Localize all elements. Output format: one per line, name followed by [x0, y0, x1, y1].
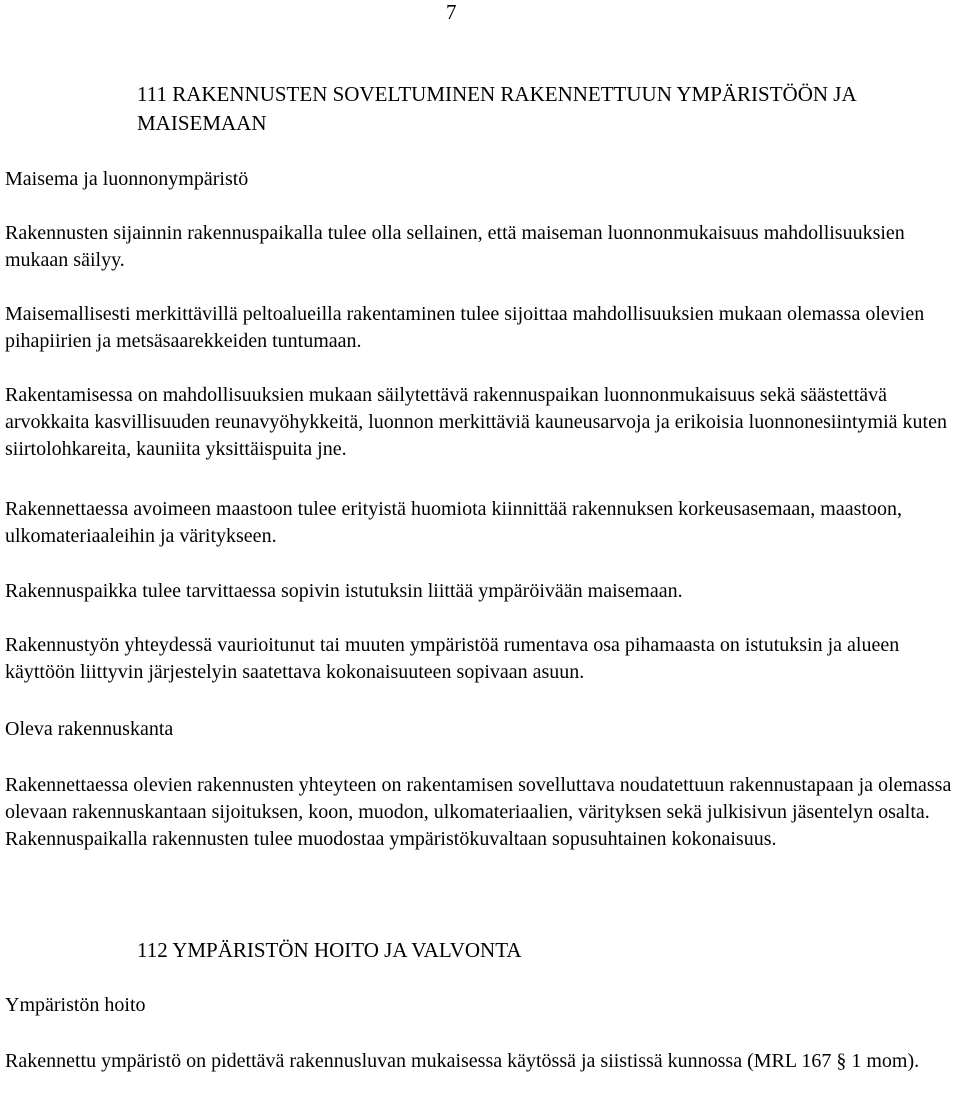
paragraph: Maisemallisesti merkittävillä peltoalueilla rakentaminen tulee sijoittaa mahdollisuuksien mukaan olemassa olevien pihapiirien ja metsäsaarekkeiden tuntumaan. [5, 303, 925, 352]
section-heading-111: 111 RAKENNUSTEN SOVELTUMINEN RAKENNETTUUN YMPÄRISTÖÖN JA MAISEMAAN [137, 82, 856, 135]
subsection-title-care: Ympäristön hoito [5, 994, 146, 1016]
section-heading-112: 112 YMPÄRISTÖN HOITO JA VALVONTA [137, 938, 522, 962]
subsection-title-landscape: Maisema ja luonnonympäristö [5, 168, 249, 190]
subsection-title-existing: Oleva rakennuskanta [5, 718, 174, 740]
paragraph: Rakentamisessa on mahdollisuuksien mukaan säilytettävä rakennuspaikan luonnonmukaisuus sekä säästettävä arvokkaita kasvillisuuden reunavyöhykkeitä, luonnon merkittäviä kauneusarvoja ja erikoisia luonnonesiintymiä kuten siirtolohkareita, kauniita yksittäispuita jne. [5, 384, 947, 460]
paragraph: Rakennettu ympäristö on pidettävä rakennusluvan mukaisessa käytössä ja siistissä kunnossa (MRL 167 § 1 mom). [5, 1050, 920, 1072]
paragraph: Rakennettaessa avoimeen maastoon tulee erityistä huomiota kiinnittää rakennuksen korkeusasemaan, maastoon, ulkomateriaaleihin ja väritykseen. [5, 498, 902, 547]
paragraph: Rakennettaessa olevien rakennusten yhteyteen on rakentamisen sovelluttava noudatettuun rakennustapaan ja olemassa olevaan rakennuskantaan sijoituksen, koon, muodon, ulkomateriaalien, värityksen sekä julkisivun jäsentelyn osalta. Rakennuspaikalla rakennusten tulee muodostaa ympäristökuvaltaan sopusuhtainen kokonaisuus. [5, 774, 952, 850]
page-number: 7 [446, 0, 457, 24]
paragraph: Rakennustyön yhteydessä vaurioitunut tai muuten ympäristöä rumentava osa pihamaasta on istutuksin ja alueen käyttöön liittyvin järjestelyin saatettava kokonaisuuteen sopivaan asuun. [5, 634, 900, 683]
paragraph: Rakennuspaikka tulee tarvittaessa sopivin istutuksin liittää ympäröivään maisemaan. [5, 580, 683, 602]
paragraph: Rakennusten sijainnin rakennuspaikalla tulee olla sellainen, että maiseman luonnonmukaisuus mahdollisuuksien mukaan säilyy. [5, 222, 905, 271]
